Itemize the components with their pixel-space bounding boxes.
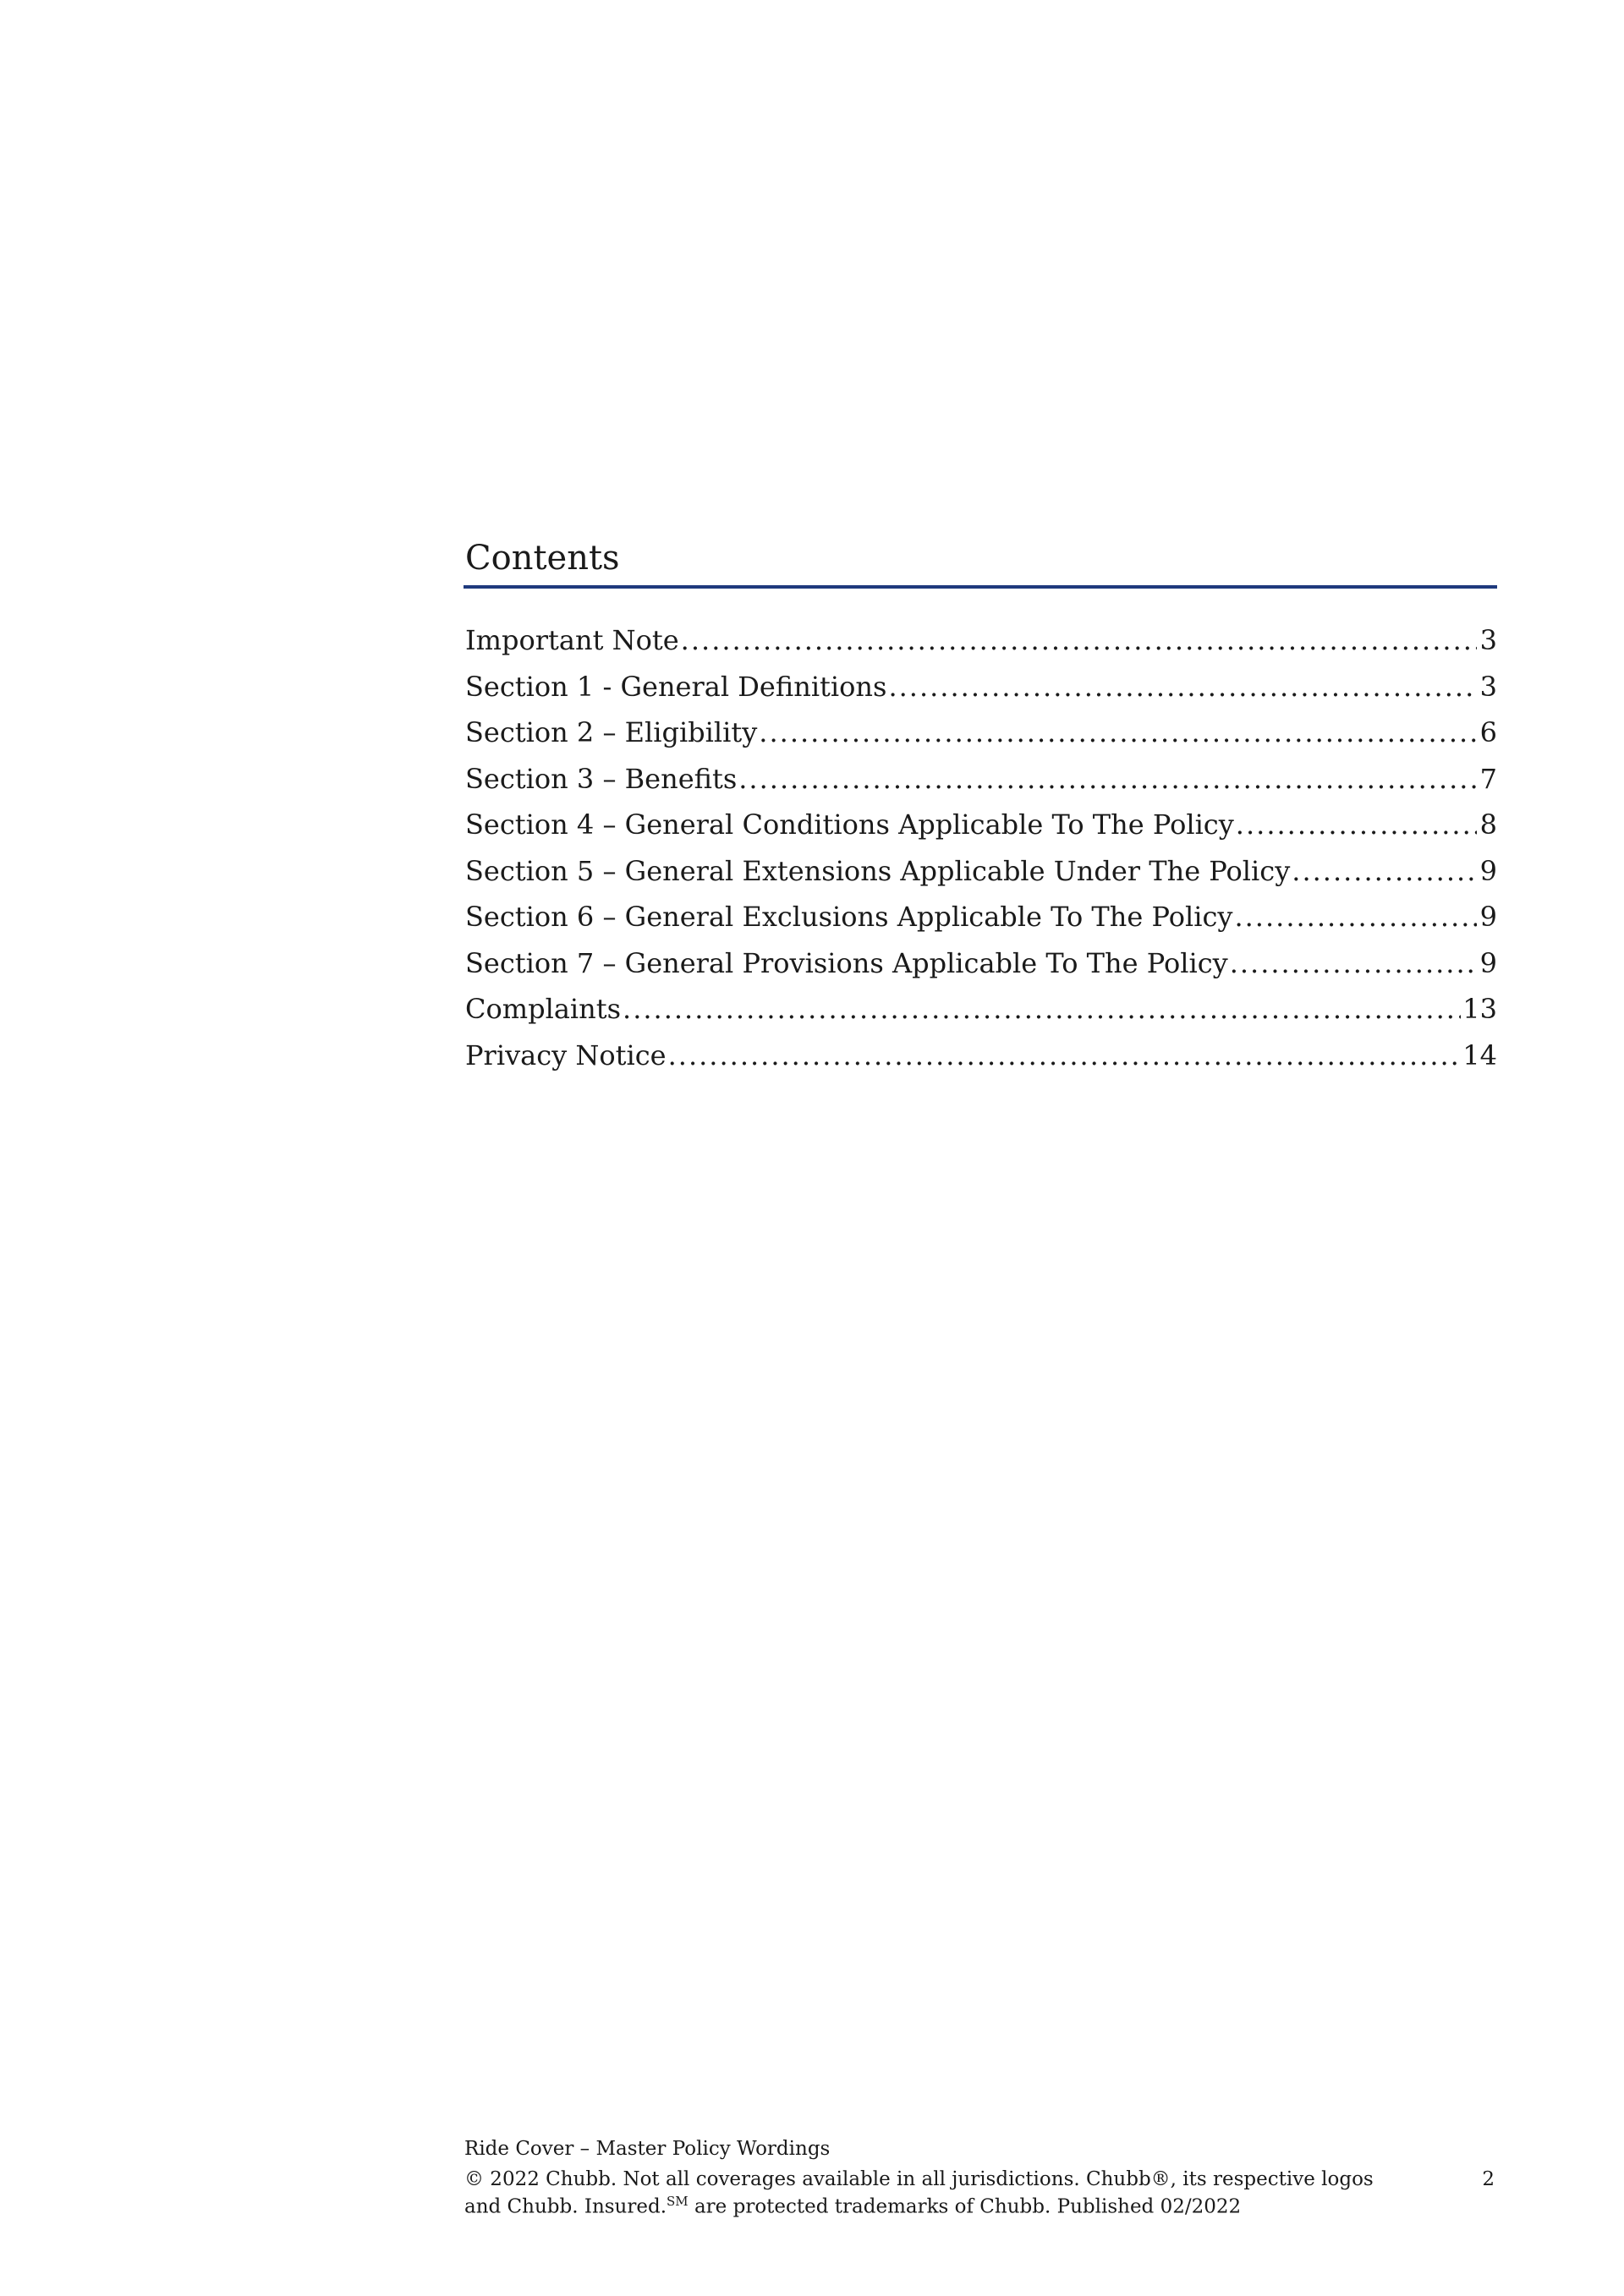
toc-list — [464, 617, 1497, 1078]
toc-entry-page: 9 — [1479, 901, 1497, 933]
footer-row — [464, 2168, 1498, 2218]
toc-entry-label: Section 6 – General Exclusions Applicable To The Policy — [465, 901, 1233, 933]
page-number: 2 — [1482, 2168, 1495, 2190]
toc-entry-label: Section 4 – General Conditions Applicable To The Policy — [465, 808, 1234, 841]
toc-dot-leader — [1292, 848, 1477, 894]
toc-entry-page: 3 — [1479, 670, 1497, 703]
toc-entry-privacy-notice[interactable] — [465, 1033, 1497, 1079]
toc-entry-page: 8 — [1479, 808, 1497, 841]
toc-dot-leader — [1230, 940, 1477, 986]
toc-entry-section-5[interactable] — [465, 848, 1497, 895]
toc-entry-page: 6 — [1479, 716, 1497, 748]
toc-entry-page: 13 — [1462, 993, 1497, 1025]
footer-copyright: © 2022 Chubb. Not all coverages available in all jurisdictions. Chubb®, its respective logos and Chubb. Insured.℠ are protected trademarks of Chubb. Published 02/2022 — [464, 2168, 1374, 2218]
contents-heading: Contents — [465, 539, 620, 578]
toc-entry-section-7[interactable] — [465, 940, 1497, 987]
toc-dot-leader — [738, 756, 1477, 802]
heading-divider — [464, 585, 1497, 589]
toc-entry-label: Section 7 – General Provisions Applicable To The Policy — [465, 946, 1228, 979]
toc-dot-leader — [1236, 802, 1477, 847]
toc-entry-section-1[interactable] — [465, 664, 1497, 710]
toc-dot-leader — [681, 617, 1477, 663]
toc-entry-page: 7 — [1479, 762, 1497, 795]
toc-entry-page: 3 — [1479, 624, 1497, 656]
toc-entry-label: Privacy Notice — [465, 1038, 667, 1071]
toc-dot-leader — [623, 986, 1461, 1032]
toc-entry-label: Section 1 - General Definitions — [465, 670, 887, 703]
toc-entry-page: 9 — [1479, 946, 1497, 979]
toc-entry-label: Complaints — [465, 993, 622, 1025]
footer-document-title: Ride Cover – Master Policy Wordings — [464, 2138, 831, 2160]
toc-entry-page: 14 — [1462, 1038, 1497, 1071]
toc-entry-label: Important Note — [465, 624, 679, 656]
toc-entry-complaints[interactable] — [465, 986, 1497, 1033]
page-footer — [464, 2138, 1498, 2218]
toc-entry-page: 9 — [1479, 854, 1497, 887]
toc-entry-section-4[interactable] — [465, 802, 1497, 848]
toc-entry-label: Section 2 – Eligibility — [465, 716, 758, 748]
toc-dot-leader — [668, 1033, 1462, 1078]
toc-entry-section-6[interactable] — [465, 894, 1497, 940]
toc-entry-label: Section 5 – General Extensions Applicable Under The Policy — [465, 854, 1291, 887]
toc-dot-leader — [1234, 894, 1477, 940]
toc-entry-label: Section 3 – Benefits — [465, 762, 738, 795]
toc-dot-leader — [888, 664, 1477, 710]
toc-entry-section-2[interactable] — [465, 710, 1497, 756]
toc-dot-leader — [759, 710, 1477, 755]
table-of-contents — [464, 534, 1497, 1078]
toc-entry-important-note[interactable] — [465, 617, 1497, 664]
toc-entry-section-3[interactable] — [465, 756, 1497, 803]
